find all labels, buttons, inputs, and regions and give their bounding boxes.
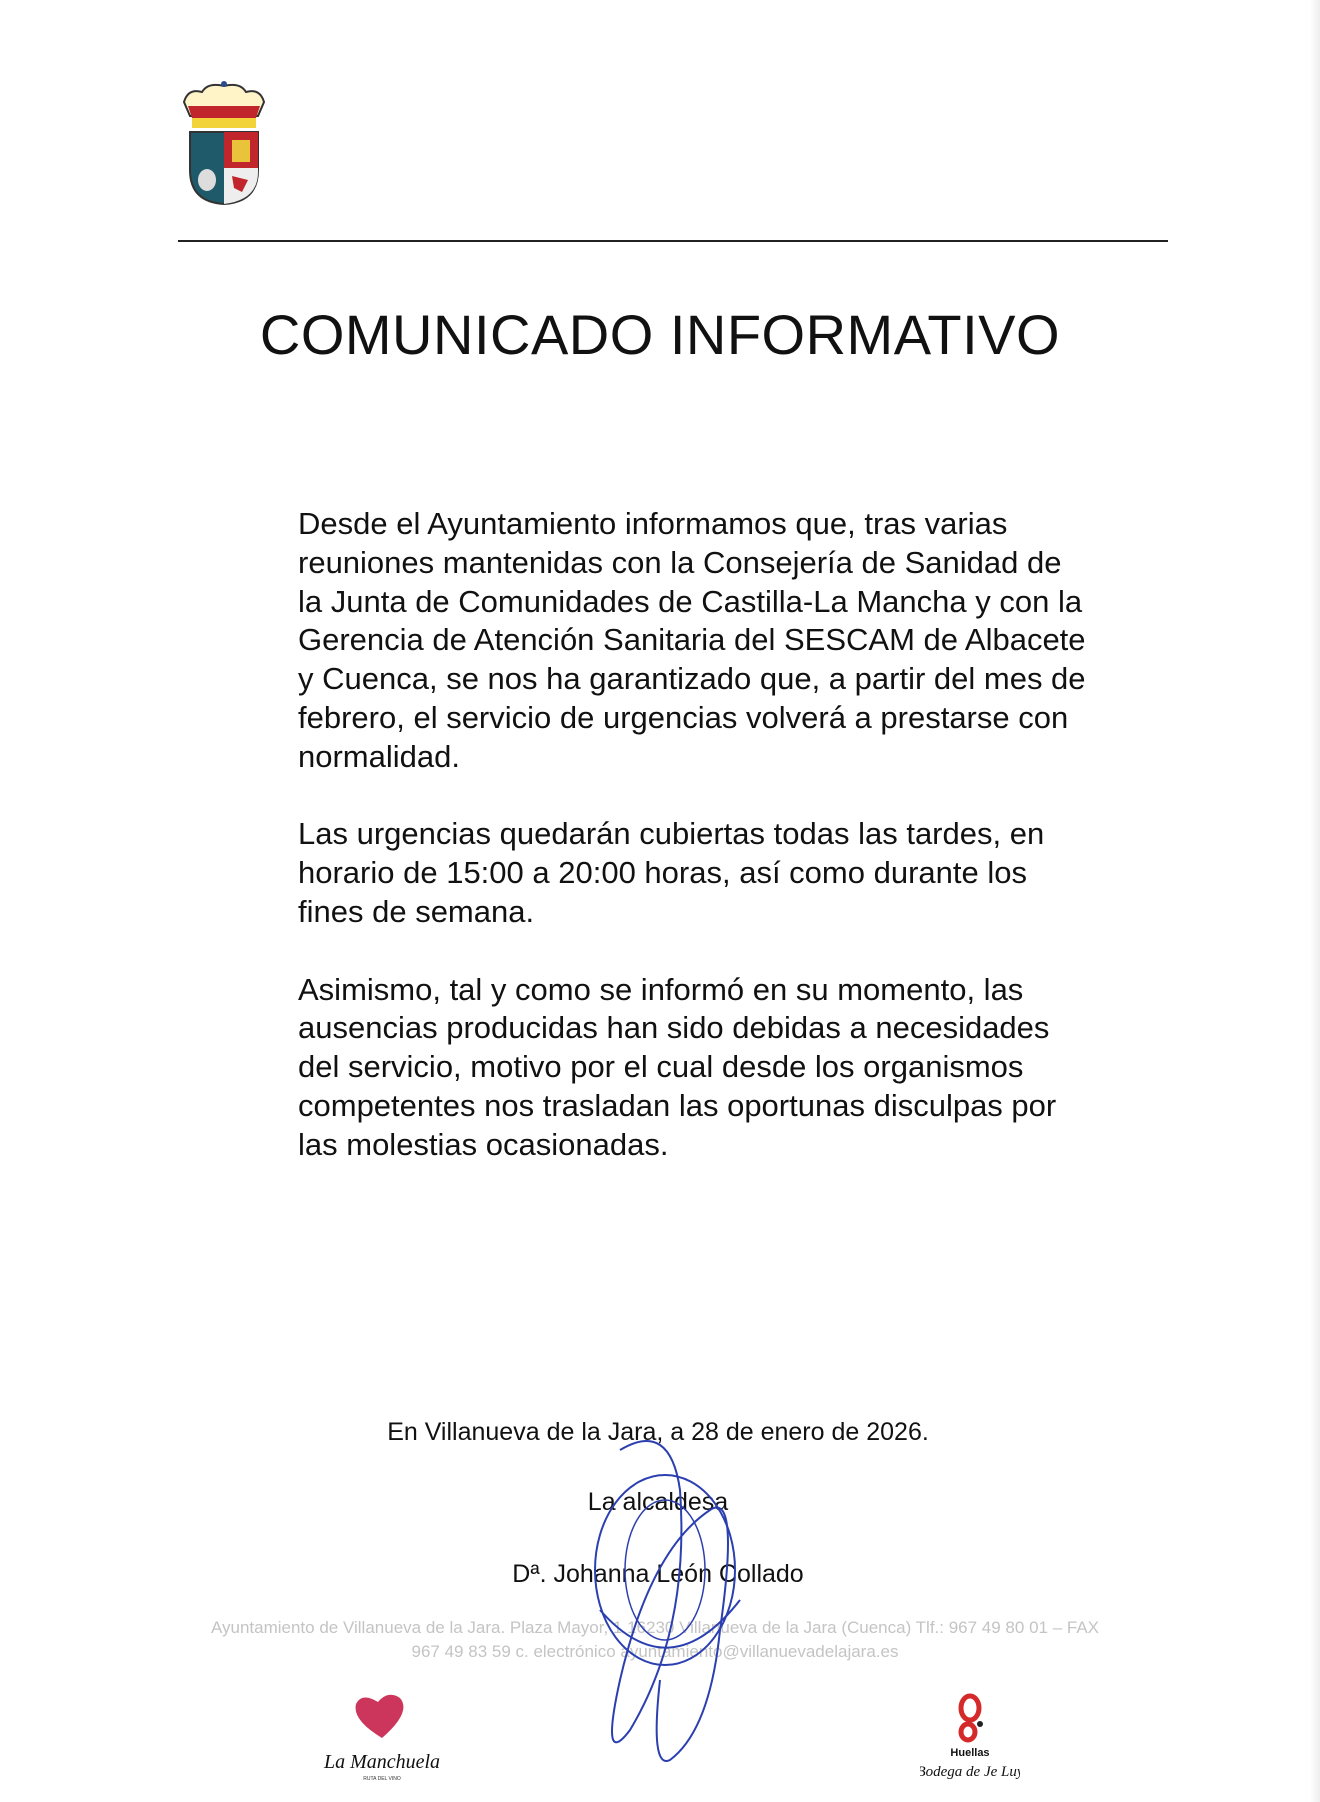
svg-text:RUTA DEL VINO: RUTA DEL VINO [363, 1776, 401, 1782]
svg-text:La Manchuela: La Manchuela [323, 1751, 441, 1773]
header-rule [178, 240, 1168, 242]
handwritten-signature-and-stamp [560, 1430, 780, 1780]
paragraph: Desde el Ayuntamiento informamos que, tras varias reuniones mantenidas con la Consejería de Sanidad de la Junta de Comunidades de Castilla-La Mancha y con la Gerencia de Atención Sanitaria del SESCAM de Albacete y Cuenca, se nos ha garantizado que, a partir del mes de febrero, el servicio de urgencias volverá a prestarse con normalidad. [298, 506, 1086, 774]
huellas-logo [920, 1690, 1020, 1788]
page-edge [1310, 0, 1320, 1802]
huellas-caption: Huellas [950, 1747, 990, 1759]
document-body [298, 505, 1088, 1203]
document-title: COMUNICADO INFORMATIVO [259, 303, 1061, 366]
paragraph: Las urgencias quedarán cubiertas todas las tardes, en horario de 15:00 a 20:00 horas, así como durante los fines de semana. [298, 816, 1045, 929]
paragraph: Asimismo, tal y como se informó en su momento, las ausencias producidas han sido debidas a necesidades del servicio, motivo por el cual desde los organismos competentes nos trasladan las oportunas disculpas por las molestias ocasionadas. [298, 971, 1057, 1162]
footer-address: Ayuntamiento de Villanueva de la Jara. Plaza Mayor, 1 16230 Villanueva de la Jara (Cuenca) Tlf.: 967 49 80 01 – FAX [210, 1618, 1100, 1637]
signatory-role: La alcaldesa [587, 1488, 729, 1516]
place-date: En Villanueva de la Jara, a 28 de enero de 2026. [387, 1418, 929, 1446]
la-manchuela-logo [322, 1690, 442, 1785]
svg-text:Bodega de Je Luy: Bodega de Je Luy [920, 1764, 1020, 1780]
signatory-name: Dª. Johanna León Collado [512, 1560, 804, 1588]
coat-of-arms-logo [178, 80, 270, 208]
footer-contact: 967 49 83 59 c. electrónico ayuntamiento@villanuevadelajara.es [411, 1642, 899, 1661]
